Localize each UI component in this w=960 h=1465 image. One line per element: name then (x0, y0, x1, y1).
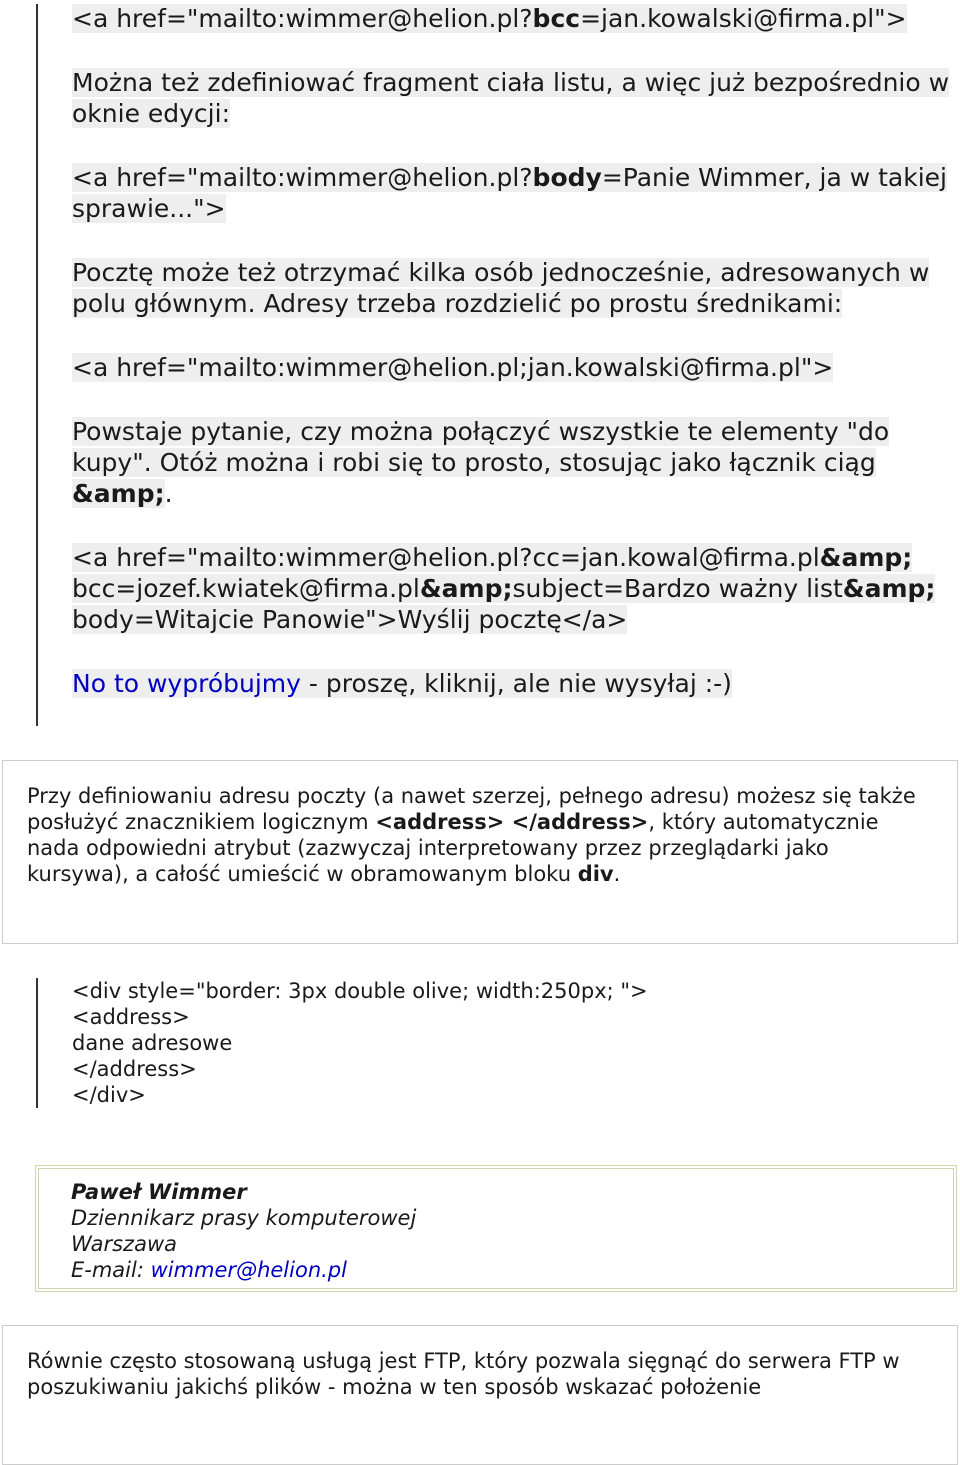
blockquote-rule-1 (36, 4, 38, 726)
code-line-4: </address> (72, 1057, 197, 1081)
address-email-line: E-mail: wimmer@helion.pl (71, 1258, 347, 1282)
address-demo-box (35, 1165, 957, 1292)
code-line-1: <div style="border: 3px double olive; width:250px; "> (72, 979, 648, 1003)
paragraph-multiple-recipients: Pocztę może też otrzymać kilka osób jednocześnie, adresowanych w polu głównym. Adresy trzeba rozdzielić po prostu średnikami: (72, 258, 930, 318)
paragraph-combine: Powstaje pytanie, czy można połączyć wszystkie te elementy "do kupy". Otóż można i robi się to prosto, stosując jako łącznik ciąg &amp;. (72, 417, 890, 508)
code-line-body: <a href="mailto:wimmer@helion.pl?body=Panie Wimmer, ja w takiej sprawie..."> (72, 163, 948, 223)
code-line-3: dane adresowe (72, 1031, 233, 1055)
blockquote-rule-2 (36, 978, 38, 1108)
code-line-2: <address> (72, 1005, 190, 1029)
ftp-info-box: Równie często stosowaną usługą jest FTP, który pozwala sięgnąć do serwera FTP w poszukiwaniu jakichś plików - można w ten sposób wskazać położenie (2, 1325, 958, 1465)
code-example-address (72, 978, 648, 1108)
address-name: Paweł Wimmer (71, 1180, 247, 1204)
try-line: No to wypróbujmy - proszę, kliknij, ale nie wysyłaj :-) (72, 669, 732, 698)
email-link[interactable]: wimmer@helion.pl (150, 1258, 347, 1282)
address-role: Dziennikarz prasy komputerowej (71, 1206, 417, 1230)
try-link[interactable]: No to wypróbujmy (72, 669, 301, 698)
paragraph-body-intro: Można też zdefiniować fragment ciała listu, a więc już bezpośrednio w oknie edycji: (72, 68, 950, 128)
blockquote-mailto-examples (72, 3, 954, 699)
code-line-5: </div> (72, 1083, 146, 1107)
address-city: Warszawa (71, 1232, 177, 1256)
code-line-bcc: <a href="mailto:wimmer@helion.pl?bcc=jan.kowalski@firma.pl"> (72, 4, 907, 33)
code-line-full: <a href="mailto:wimmer@helion.pl?cc=jan.kowal@firma.pl&amp; bcc=jozef.kwiatek@firma.pl&amp;subject=Bardzo ważny list&amp; body=Witajcie Panowie">Wyślij pocztę</a> (72, 543, 936, 634)
address-info-box: Przy definiowaniu adresu poczty (a nawet szerzej, pełnego adresu) możesz się także posłużyć znacznikiem logicznym <address> </address>, który automatycznie nada odpowiedni atrybut (zazwyczaj interpretowany przez przeglądarki jako kursywa), a całość umieścić w obramowanym bloku div. (2, 760, 958, 944)
code-line-multiple: <a href="mailto:wimmer@helion.pl;jan.kowalski@firma.pl"> (72, 353, 834, 382)
